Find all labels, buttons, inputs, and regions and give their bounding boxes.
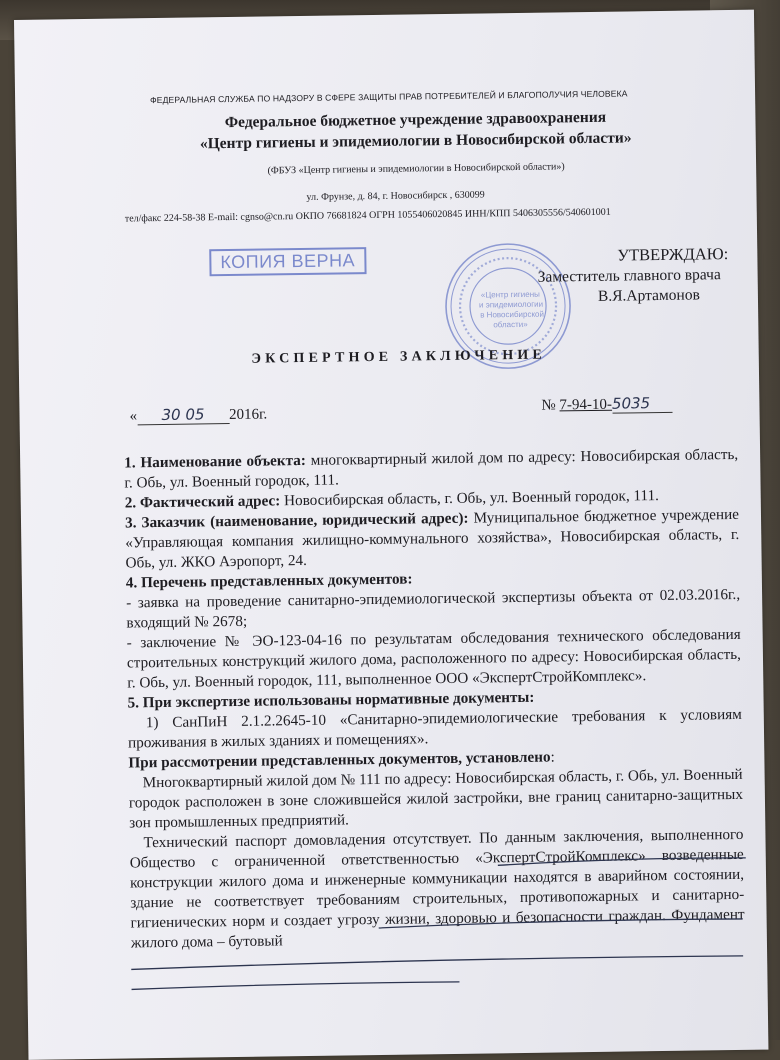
section-4-item-1: - заявка на проведение санитарно-эпидемиологической экспертизы объекта от 02.03.2016г., входящий № 2678; — [126, 585, 741, 632]
number-handwritten: 5035 — [612, 394, 672, 414]
section-3 — [125, 505, 740, 574]
document-body — [124, 445, 745, 954]
institution-short-name: (ФБУЗ «Центр гигиены и эпидемиологии в Новосибирской области») — [267, 161, 565, 177]
date-year: 2016г. — [228, 406, 268, 424]
section-5-label: 5. При экспертизе использованы нормативные документы: — [127, 688, 535, 712]
section-4-item-2: - заключение № ЭО-123-04-16 по результатам обследования технического обследования строительных конструкций жилого дома, расположенного по адресу: Новосибирская область, г. Обь, ул. Военный городок, 111, выполненное ООО «ЭкспертСтройКомплекс». — [126, 625, 742, 692]
date-handwritten: 30 05 — [137, 405, 229, 425]
copy-certified-stamp: КОПИЯ ВЕРНА — [209, 247, 366, 276]
institution-name-line2: «Центр гигиены и эпидемиологии в Новосибирской области» — [199, 129, 632, 153]
institution-contacts: тел/факс 224-58-38 E-mail: cgnso@cn.ru ОКПО 76681824 ОГРН 1055406020845 ИНН/КПП 5406305556/540601001 — [124, 206, 611, 225]
section-1-label: 1. Наименование объекта: — [124, 451, 307, 472]
approval-heading: УТВЕРЖДАЮ: — [617, 244, 729, 265]
section-2-label: 2. Фактический адрес: — [124, 492, 281, 512]
number-prefix: № — [541, 397, 560, 414]
section-5-item-1: 1) СанПиН 2.1.2.2645-10 «Санитарно-эпидемиологические требования к условиям проживания в жилых зданиях и помещениях». — [127, 705, 742, 752]
section-3-label: 3. Заказчик (наименование, юридический адрес): — [124, 509, 469, 532]
document-date — [129, 405, 267, 426]
document-title: ЭКСПЕРТНОЕ ЗАКЛЮЧЕНИЕ — [251, 347, 547, 367]
findings-paragraph-1: Многоквартирный жилой дом № 111 по адресу: Новосибирская область, г. Обь, ул. Военный городок расположен в зоне сложившейся жилой застройки, вне границ санитарно-защитных зон промышленных предприятий. — [128, 765, 744, 832]
findings-paragraph-2: Технический паспорт домовладения отсутствует. По данным заключения, выполненного Общество с ограниченной ответственностью «ЭкспертСтройКомплекс» возведенные конструкции жилого дома и инженерные коммуникации находятся в аварийном состоянии, здание не соответствует требованиям строительных, противопожарных и санитарно-гигиенических норм и создает угрозу жизни, здоровью и безопасности граждан. Фундамент жилого дома – бутовый — [129, 825, 745, 952]
document-number — [541, 394, 672, 415]
section-1-text: многоквартирный жилой дом по адресу: Новосибирская область, г. Обь, ул. Военный городок, 111. — [124, 445, 739, 492]
seal-line-2: и эпидемиологии — [478, 299, 544, 310]
approver-position: Заместитель главного врача — [537, 266, 721, 286]
findings-label: При рассмотрении представленных документов, установлено — [128, 748, 551, 772]
institution-address: ул. Фрунзе, д. 84, г. Новосибирск , 630099 — [306, 189, 485, 203]
seal-line-3: в Новосибирской — [480, 309, 545, 320]
findings-colon: : — [550, 748, 555, 766]
date-open-quote: « — [129, 408, 138, 425]
institution-name-line1: Федеральное бюджетное учреждение здравоохранения — [224, 108, 607, 132]
seal-line-4: области» — [493, 319, 528, 330]
section-2-text: Новосибирская область, г. Обь, ул. Военный городок, 111. — [280, 487, 660, 510]
section-3-text: Муниципальное бюджетное учреждение «Управляющая компания жилищно-коммунального хозяйства», Новосибирская область, г. Обь, ул. ЖКО Аэропорт, 24. — [125, 505, 740, 572]
approver-name: В.Я.Артамонов — [597, 286, 700, 305]
agency-name: ФЕДЕРАЛЬНАЯ СЛУЖБА ПО НАДЗОРУ В СФЕРЕ ЗАЩИТЫ ПРАВ ПОТРЕБИТЕЛЕЙ И БЛАГОПОЛУЧИЯ ЧЕЛОВЕКА — [150, 88, 628, 106]
number-printed: 7-94-10- — [559, 396, 613, 414]
seal-line-1: «Центр гигиены — [480, 289, 540, 300]
document-page — [14, 10, 768, 1060]
section-4-label: 4. Перечень представленных документов: — [125, 570, 413, 592]
